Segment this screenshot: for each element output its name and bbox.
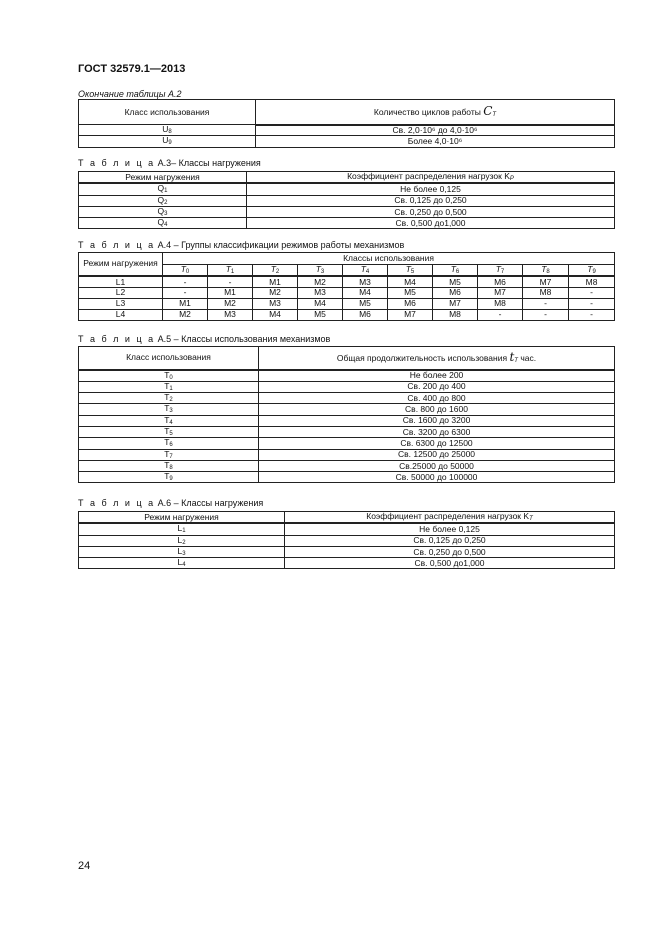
class-cell: T4 (79, 415, 259, 426)
class-header-cell: T6 (433, 265, 478, 277)
class-header-cell: T3 (298, 265, 343, 277)
table-row (79, 426, 615, 437)
table-a6 (78, 511, 615, 569)
group-cell: M1 (253, 276, 298, 287)
range-cell: Св. 2,0·10⁶ до 4,0·10⁶ (256, 125, 615, 136)
group-cell: M2 (253, 287, 298, 298)
range-cell: Более 4,0·10⁶ (256, 136, 615, 147)
value-cell: Св. 50000 до 100000 (259, 472, 615, 483)
class-cell: T8 (79, 460, 259, 471)
table-a4-caption: Т а б л и ц а А.4 – Группы классификации режимов работы механизмов (78, 240, 405, 250)
value-cell: Св. 0,250 до 0,500 (247, 206, 615, 217)
mode-cell: L3 (79, 298, 163, 309)
group-cell: M1 (163, 298, 208, 309)
group-cell: - (569, 287, 615, 298)
table-row (79, 558, 615, 569)
group-cell: M2 (298, 276, 343, 287)
group-cell: M6 (478, 276, 523, 287)
table-row (79, 546, 615, 557)
table-a2 (78, 99, 615, 148)
value-cell: Св. 0,125 до 0,250 (285, 535, 615, 546)
table-row (79, 183, 615, 195)
mode-cell: L4 (79, 558, 285, 569)
group-cell: M5 (298, 309, 343, 320)
table-row (79, 381, 615, 392)
class-header-cell: T9 (569, 265, 615, 277)
mode-cell: L2 (79, 287, 163, 298)
class-cell: U8 (79, 125, 256, 136)
mode-cell: L1 (79, 276, 163, 287)
class-header-cell: T0 (163, 265, 208, 277)
table-a6-caption: Т а б л и ц а А.6 – Классы нагружения (78, 498, 264, 508)
group-cell: - (569, 298, 615, 309)
table-row (79, 449, 615, 460)
value-cell: Св.25000 до 50000 (259, 460, 615, 471)
class-header-cell: T1 (208, 265, 253, 277)
page-number: 24 (78, 860, 91, 872)
table-a6-col1-header: Режим нагружения (79, 512, 285, 524)
class-header-cell: T4 (343, 265, 388, 277)
group-cell: M3 (208, 309, 253, 320)
group-cell: M8 (478, 298, 523, 309)
mode-cell: Q3 (79, 206, 247, 217)
table-a5-col2-header: Общая продолжительность использования tT час. (259, 347, 615, 370)
group-cell: M7 (523, 276, 569, 287)
value-cell: Св. 200 до 400 (259, 381, 615, 392)
group-cell: M5 (388, 287, 433, 298)
group-cell: M7 (478, 287, 523, 298)
table-row (79, 393, 615, 404)
table-a3 (78, 171, 615, 229)
value-cell: Не более 0,125 (285, 523, 615, 535)
table-a5 (78, 346, 615, 483)
mode-cell: Q2 (79, 195, 247, 206)
table-row (79, 125, 615, 136)
table-row (79, 404, 615, 415)
class-cell: T9 (79, 472, 259, 483)
group-cell: M5 (343, 298, 388, 309)
group-cell: M1 (208, 287, 253, 298)
mode-cell: Q4 (79, 218, 247, 229)
mode-cell: Q1 (79, 183, 247, 195)
group-cell: - (569, 309, 615, 320)
class-header-cell: T8 (523, 265, 569, 277)
class-cell: T2 (79, 393, 259, 404)
value-cell: Св. 0,250 до 0,500 (285, 546, 615, 557)
group-cell: M7 (433, 298, 478, 309)
class-cell: T5 (79, 426, 259, 437)
table-a4-row-header: Режим нагружения (79, 253, 163, 277)
mode-cell: L1 (79, 523, 285, 535)
class-cell: T7 (79, 449, 259, 460)
table-row (79, 535, 615, 546)
class-cell: T3 (79, 404, 259, 415)
table-a2-caption: Окончание таблицы А.2 (78, 89, 182, 99)
table-row (79, 195, 615, 206)
group-cell: M4 (388, 276, 433, 287)
table-a3-col1-header: Режим нагружения (79, 172, 247, 184)
mode-cell: L4 (79, 309, 163, 320)
group-cell: M8 (523, 287, 569, 298)
class-header-cell: T2 (253, 265, 298, 277)
group-cell: M7 (388, 309, 433, 320)
group-cell: - (523, 298, 569, 309)
group-cell: M3 (343, 276, 388, 287)
mode-cell: L3 (79, 546, 285, 557)
group-cell: M8 (569, 276, 615, 287)
table-row (79, 276, 615, 287)
value-cell: Св. 0,500 до1,000 (285, 558, 615, 569)
table-row (79, 309, 615, 320)
value-cell: Св. 6300 до 12500 (259, 438, 615, 449)
class-cell: T6 (79, 438, 259, 449)
value-cell: Св. 3200 до 6300 (259, 426, 615, 437)
table-a3-col2-header: Коэффициент распределения нагрузок KР (247, 172, 615, 184)
value-cell: Св. 1600 до 3200 (259, 415, 615, 426)
group-cell: - (208, 276, 253, 287)
group-cell: M6 (343, 309, 388, 320)
group-cell: M8 (433, 309, 478, 320)
class-header-cell: T5 (388, 265, 433, 277)
table-a5-caption: Т а б л и ц а А.5 – Классы использования механизмов (78, 334, 331, 344)
table-row (79, 460, 615, 471)
table-a6-col2-header: Коэффициент распределения нагрузок KT (285, 512, 615, 524)
group-cell: M3 (298, 287, 343, 298)
group-cell: - (163, 287, 208, 298)
table-row (79, 438, 615, 449)
table-row (79, 287, 615, 298)
table-row (79, 218, 615, 229)
group-cell: M3 (253, 298, 298, 309)
value-cell: Св. 800 до 1600 (259, 404, 615, 415)
value-cell: Св. 12500 до 25000 (259, 449, 615, 460)
value-cell: Св. 0,500 до1,000 (247, 218, 615, 229)
group-cell: - (478, 309, 523, 320)
table-row (79, 415, 615, 426)
value-cell: Не более 200 (259, 370, 615, 382)
table-a2-col1-header: Класс использования (79, 100, 256, 125)
value-cell: Не более 0,125 (247, 183, 615, 195)
group-cell: - (523, 309, 569, 320)
table-a4-group-header: Классы использования (163, 253, 615, 265)
group-cell: M2 (208, 298, 253, 309)
class-cell: T1 (79, 381, 259, 392)
class-cell: T0 (79, 370, 259, 382)
group-cell: M4 (343, 287, 388, 298)
group-cell: M4 (253, 309, 298, 320)
table-row (79, 472, 615, 483)
mode-cell: L2 (79, 535, 285, 546)
table-a5-col1-header: Класс использования (79, 347, 259, 370)
table-row (79, 136, 615, 147)
group-cell: M2 (163, 309, 208, 320)
table-row (79, 206, 615, 217)
document-header: ГОСТ 32579.1—2013 (78, 63, 186, 75)
table-a3-caption: Т а б л и ц а А.3– Классы нагружения (78, 158, 261, 168)
group-cell: M4 (298, 298, 343, 309)
class-header-cell: T7 (478, 265, 523, 277)
table-row (79, 370, 615, 382)
group-cell: M6 (433, 287, 478, 298)
group-cell: M5 (433, 276, 478, 287)
group-cell: - (163, 276, 208, 287)
class-cell: U9 (79, 136, 256, 147)
value-cell: Св. 0,125 до 0,250 (247, 195, 615, 206)
table-a4 (78, 252, 615, 321)
table-a2-col2-header: Количество циклов работы CT (256, 100, 615, 125)
group-cell: M6 (388, 298, 433, 309)
table-row (79, 523, 615, 535)
value-cell: Св. 400 до 800 (259, 393, 615, 404)
table-row (79, 298, 615, 309)
